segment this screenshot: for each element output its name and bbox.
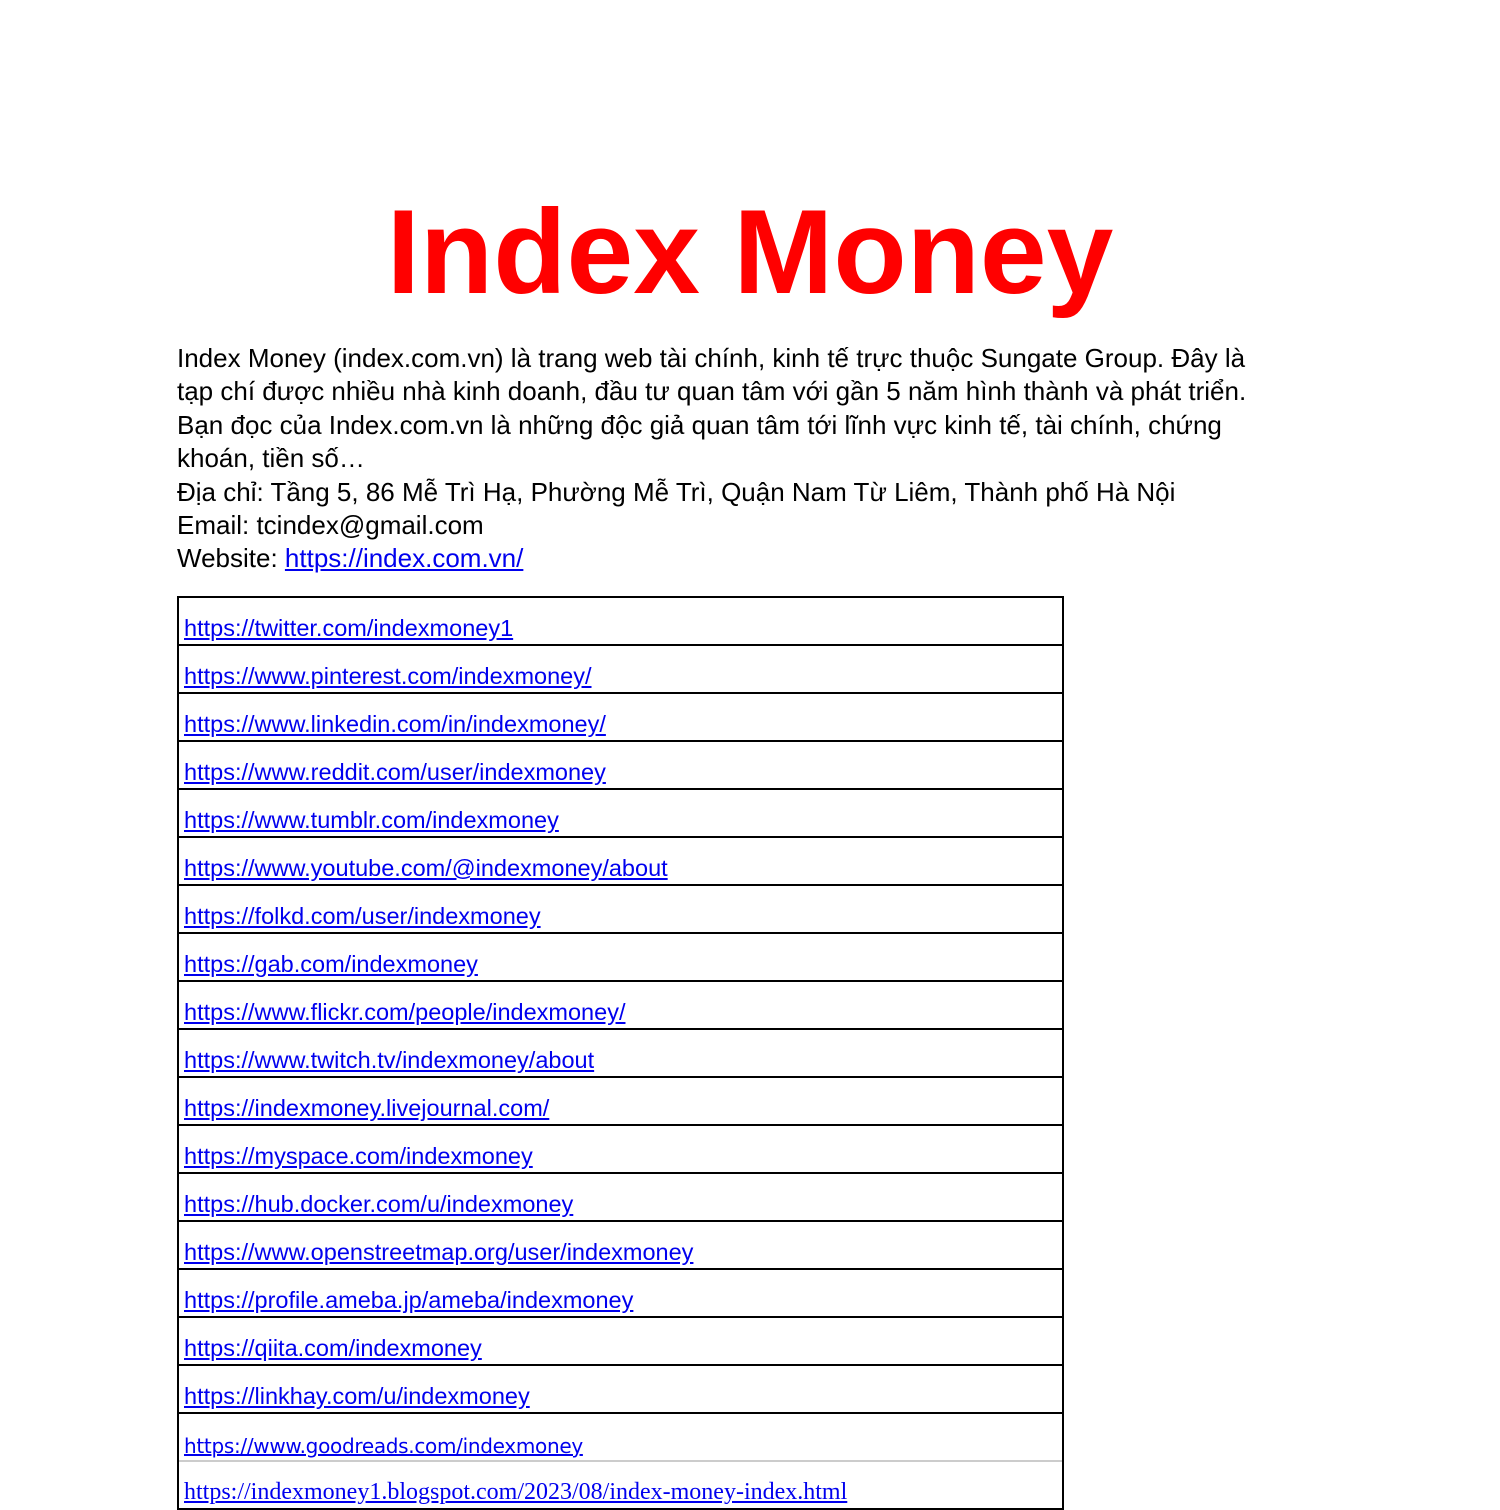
link[interactable]: https://www.goodreads.com/indexmoney <box>184 1434 583 1458</box>
table-row <box>179 598 1062 646</box>
website-link[interactable]: https://index.com.vn/ <box>284 543 524 574</box>
table-row <box>179 1174 1062 1222</box>
table-row <box>179 886 1062 934</box>
link[interactable]: https://profile.ameba.jp/ameba/indexmoney <box>184 1287 634 1313</box>
email-line: Email: tcindex@gmail.com <box>177 510 484 541</box>
table-row <box>179 1414 1062 1462</box>
document-title: Index Money <box>386 185 1114 319</box>
table-row <box>179 646 1062 694</box>
link[interactable]: https://hub.docker.com/u/indexmoney <box>184 1191 574 1217</box>
website-line <box>177 542 1246 575</box>
table-row <box>179 694 1062 742</box>
table-row <box>179 1078 1062 1126</box>
links-table <box>177 596 1064 1510</box>
table-row <box>179 1126 1062 1174</box>
link[interactable]: https://indexmoney1.blogspot.com/2023/08/index-money-index.html <box>184 1479 848 1505</box>
intro-line: khoán, tiền số… <box>177 443 365 474</box>
link[interactable]: https://gab.com/indexmoney <box>184 951 478 977</box>
table-row <box>179 1366 1062 1414</box>
website-label: Website: <box>177 543 285 574</box>
table-row <box>179 838 1062 886</box>
link[interactable]: https://www.pinterest.com/indexmoney/ <box>184 663 592 689</box>
table-row <box>179 742 1062 790</box>
table-row <box>179 1462 1062 1510</box>
intro-line: tạp chí được nhiều nhà kinh doanh, đầu tư quan tâm với gần 5 năm hình thành và phát triển. <box>177 376 1247 407</box>
intro-line: Bạn đọc của Index.com.vn là những độc giả quan tâm tới lĩnh vực kinh tế, tài chính, chứng <box>177 409 1222 440</box>
table-row <box>179 982 1062 1030</box>
link[interactable]: https://folkd.com/user/indexmoney <box>184 903 541 929</box>
table-row <box>179 934 1062 982</box>
link[interactable]: https://linkhay.com/u/indexmoney <box>184 1383 530 1409</box>
intro-line: Index Money (index.com.vn) là trang web tài chính, kinh tế trực thuộc Sungate Group. Đây là <box>177 343 1246 373</box>
link[interactable]: https://indexmoney.livejournal.com/ <box>184 1095 550 1121</box>
address-line: Địa chỉ: Tầng 5, 86 Mễ Trì Hạ, Phường Mễ Trì, Quận Nam Từ Liêm, Thành phố Hà Nội <box>177 476 1176 507</box>
table-row <box>179 1270 1062 1318</box>
intro-paragraph <box>177 342 1246 576</box>
table-row <box>179 1222 1062 1270</box>
link[interactable]: https://www.youtube.com/@indexmoney/about <box>184 855 668 881</box>
link[interactable]: https://www.openstreetmap.org/user/indexmoney <box>184 1239 694 1265</box>
table-row <box>179 790 1062 838</box>
table-row <box>179 1030 1062 1078</box>
link[interactable]: https://www.tumblr.com/indexmoney <box>184 807 559 833</box>
link[interactable]: https://www.twitch.tv/indexmoney/about <box>184 1047 595 1073</box>
table-row <box>179 1318 1062 1366</box>
link[interactable]: https://www.reddit.com/user/indexmoney <box>184 759 606 785</box>
link[interactable]: https://www.flickr.com/people/indexmoney/ <box>184 999 626 1025</box>
link[interactable]: https://twitter.com/indexmoney1 <box>184 615 514 641</box>
link[interactable]: https://qiita.com/indexmoney <box>184 1335 482 1361</box>
link[interactable]: https://www.linkedin.com/in/indexmoney/ <box>184 711 606 737</box>
link[interactable]: https://myspace.com/indexmoney <box>184 1143 533 1169</box>
